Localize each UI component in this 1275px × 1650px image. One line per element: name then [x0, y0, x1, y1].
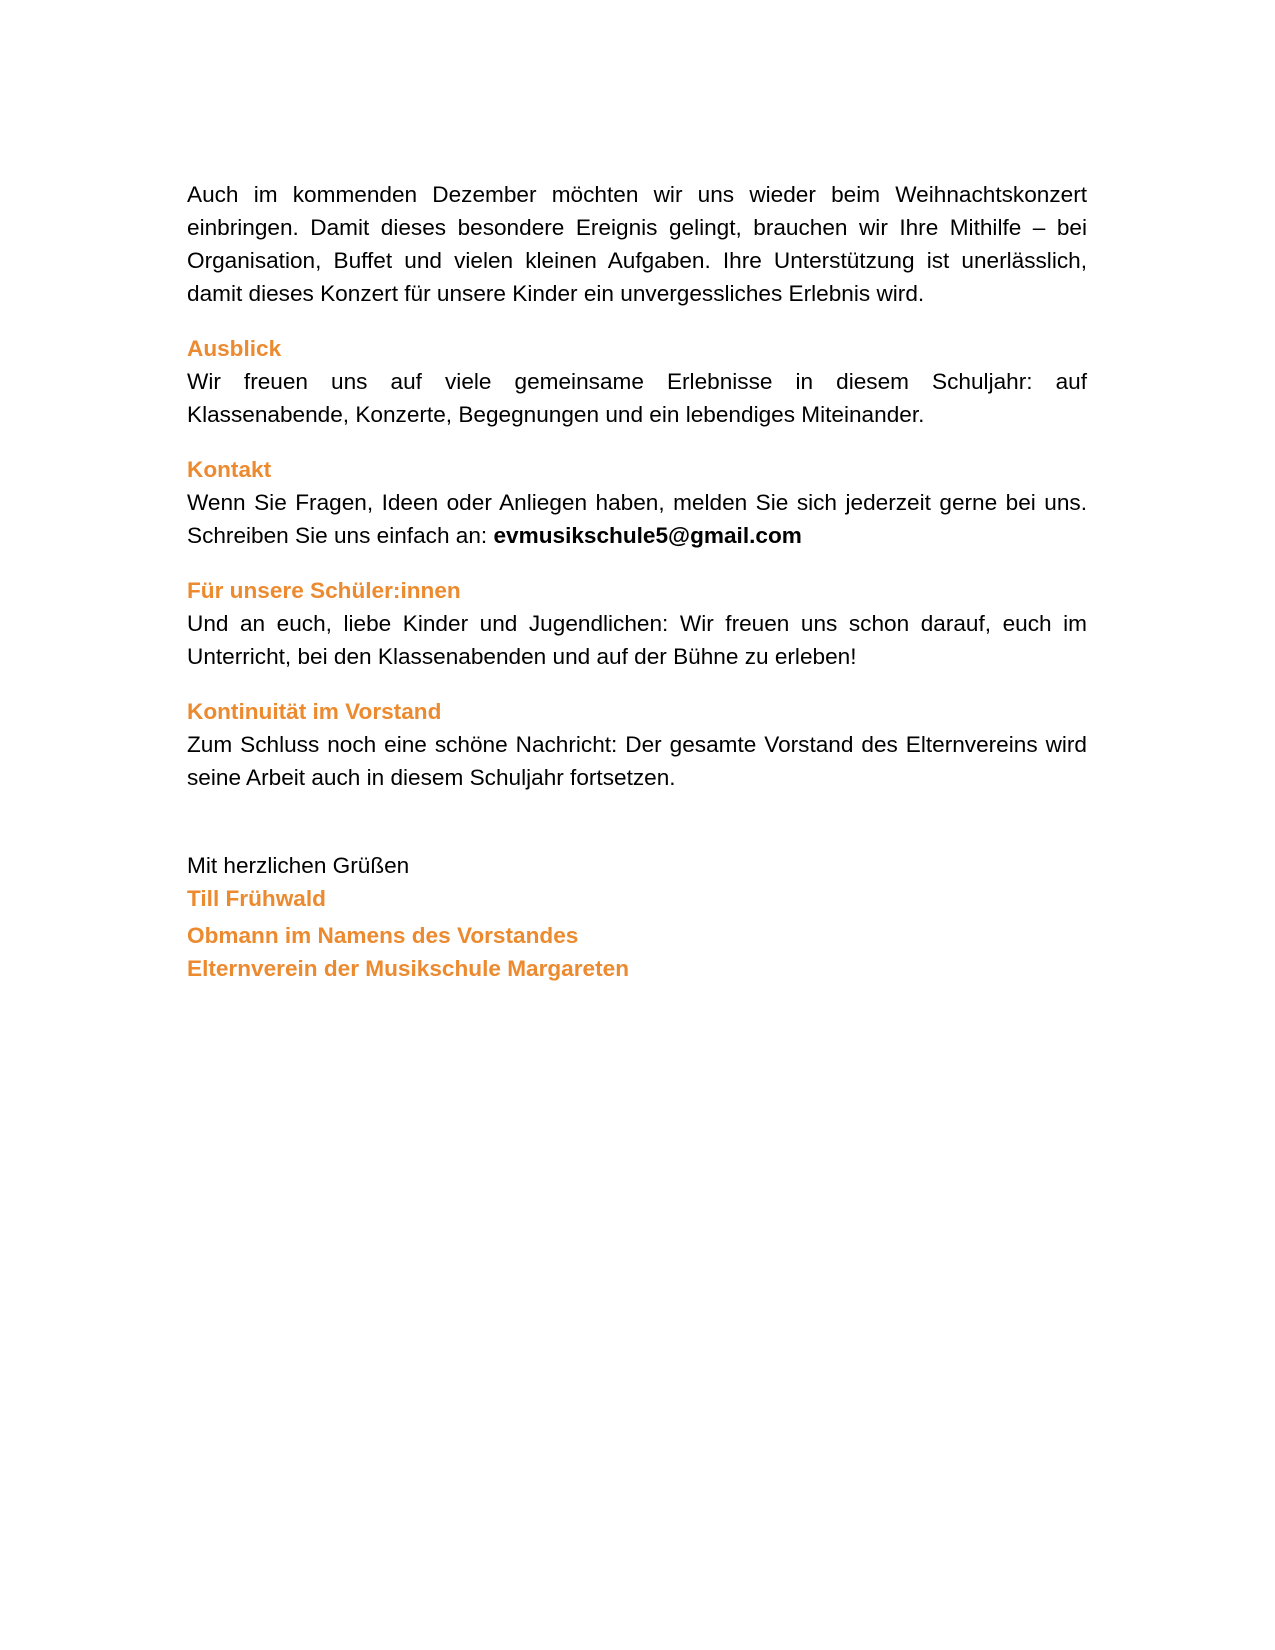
- section-heading-kontakt: Kontakt: [187, 457, 272, 482]
- letter-page: [187, 178, 1087, 985]
- section-heading-ausblick: Ausblick: [187, 336, 282, 361]
- contact-email-link[interactable]: evmusikschule5@gmail.com: [493, 523, 802, 548]
- section-text-schueler: Und an euch, liebe Kinder und Jugendlichen: Wir freuen uns schon darauf, euch im Unterricht, bei den Klassenabenden und auf der Bühne zu erleben!: [187, 611, 1087, 669]
- kontakt-text: Wenn Sie Fragen, Ideen oder Anliegen haben, melden Sie sich jederzeit gerne bei uns. Schreiben Sie uns einfach an:: [187, 490, 1087, 548]
- section-text-ausblick: Wir freuen uns auf viele gemeinsame Erlebnisse in diesem Schuljahr: auf Klassenabende, Konzerte, Begegnungen und ein lebendiges Miteinander.: [187, 369, 1087, 427]
- section-kontinuitaet: [187, 695, 1087, 794]
- signature-role: Obmann im Namens des Vorstandes: [187, 923, 579, 948]
- section-kontakt: [187, 453, 1087, 552]
- signature-name: Till Frühwald: [187, 886, 326, 911]
- section-ausblick: [187, 332, 1087, 431]
- section-schueler: [187, 574, 1087, 673]
- section-text-kontinuitaet: Zum Schluss noch eine schöne Nachricht: Der gesamte Vorstand des Elternvereins wird seine Arbeit auch in diesem Schuljahr fortsetzen.: [187, 732, 1087, 790]
- signature-organization: Elternverein der Musikschule Margareten: [187, 956, 629, 981]
- section-heading-schueler: Für unsere Schüler:innen: [187, 578, 461, 603]
- section-heading-kontinuitaet: Kontinuität im Vorstand: [187, 699, 442, 724]
- closing-greeting: Mit herzlichen Grüßen: [187, 853, 410, 878]
- section-text-kontakt: [187, 486, 1087, 552]
- closing-block: [187, 849, 1087, 985]
- intro-paragraph: Auch im kommenden Dezember möchten wir uns wieder beim Weihnachtskonzert einbringen. Damit dieses besondere Ereignis gelingt, brauchen wir Ihre Mithilfe – bei Organisation, Buffet und vielen kleinen Aufgaben. Ihre Unterstützung ist unerlässlich, damit dieses Konzert für unsere Kinder ein unvergessliches Erlebnis wird.: [187, 182, 1087, 306]
